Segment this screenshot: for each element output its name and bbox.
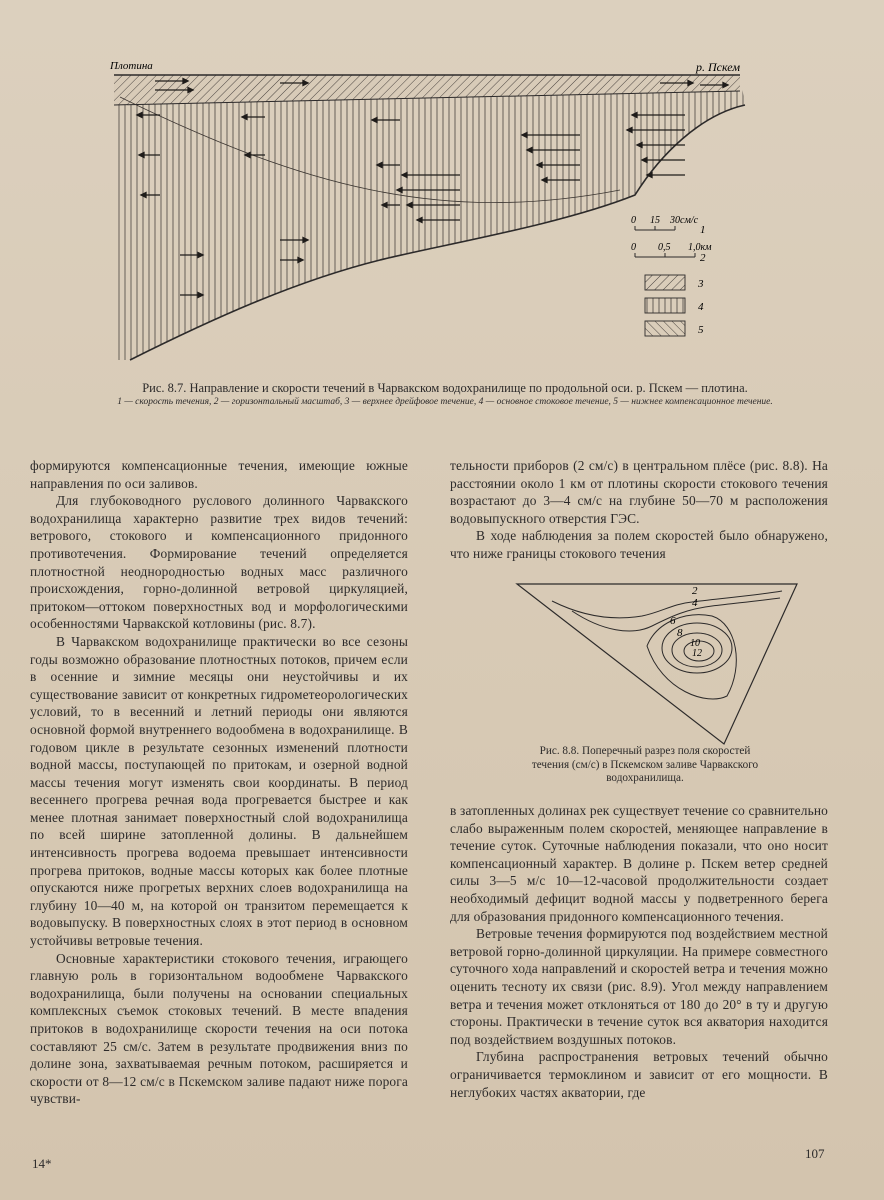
velocity-scale-tick-15: 15 — [650, 215, 660, 226]
right-paragraph-5: Глубина распространения ветровых течений обычно ограничивается термоклином и зависит от его мощности. В неглубоких частях акватории, где — [450, 1049, 828, 1100]
distance-scale-tick-05: 0,5 — [658, 242, 671, 253]
isoline-label-10: 10 — [690, 638, 700, 649]
distance-scale-tick-0: 0 — [631, 242, 636, 253]
distance-scale-tick-10: 1,0км — [688, 242, 712, 253]
right-paragraph-1: тельности приборов (2 см/с) в центральном плёсе (рис. 8.8). На расстоянии около 1 км от плотины скорости стокового течения возрастают до 3—4 см/с на глубине 50—70 м расположения водовыпускного отверстия ГЭС. — [450, 458, 828, 526]
velocity-scale-tick-30: 30см/с — [670, 215, 699, 226]
cross-section-outline — [517, 584, 797, 744]
velocity-scale-tick-0: 0 — [631, 215, 636, 226]
right-column-top — [450, 457, 828, 563]
isoline-label-4: 4 — [692, 597, 698, 609]
isoline-label-12: 12 — [692, 648, 702, 659]
velocity-scale-number: 1 — [700, 224, 706, 236]
right-paragraph-4: Ветровые течения формируются под воздействием местной ветровой горно-долинной циркуляции. На примере совместного суточного хода направлений и скоростей ветра и течения можно оценить тесноту их связи (рис. 8.9). Угол между направлением ветра и течения может отклоняться от 180 до 20° в ту и другую стороны. Практически в течение суток вся акватория находится под воздействием воздушных потоков. — [450, 926, 828, 1047]
distance-scale — [631, 242, 712, 264]
right-paragraph-2: В ходе наблюдения за полем скоростей было обнаружено, что ниже границы стокового течения — [450, 528, 828, 561]
left-paragraph-1: формируются компенсационные течения, имеющие южные направления по оси заливов. — [30, 458, 408, 491]
left-paragraph-4: Основные характеристики стокового течения, играющего главную роль в горизонтальном водообмене Чарвакского водохранилища, были получены на основании специальных комплексных съемок стоковых течений. В месте впадения притоков в водохранилище скорости течения на оси потока составляют 25 см/с. Затем в результате продвижения вниз по долине зона, захватываемая речным потоком, расширяется и скорости от 8—12 см/с в Пскемском заливе падают ниже порога чувстви- — [30, 950, 408, 1107]
figure-8-7-caption-title: Рис. 8.7. Направление и скорости течений в Чарвакском водохранилище по продольной оси. р. Пскем — плотина. — [142, 381, 748, 395]
signature-mark: 14* — [32, 1156, 52, 1171]
isoline-4 — [572, 598, 780, 631]
page-number: 107 — [805, 1146, 825, 1161]
legend-swatch-drift — [645, 275, 685, 290]
isoline-label-2: 2 — [692, 585, 698, 597]
figure-8-7-diagram — [100, 55, 800, 375]
figure-8-7-legend — [645, 275, 704, 336]
pskem-river-label: р. Пскем — [696, 60, 740, 74]
figure-8-7-caption-legend: 1 — скорость течения, 2 — горизонтальный масштаб, 3 — верхнее дрейфовое течение, 4 — основное стоковое течение, 5 — нижнее компенсационное течение. — [117, 397, 773, 407]
left-paragraph-2: Для глубоководного руслового долинного Чарвакского водохранилища характерно развитие трех видов течений: ветрового, стокового и компенсационного придонного противотечения. Формирование течений определяется плотностной неоднородностью водных масс различного происхождения, горно-долинной ветровой циркуляцией, притоком—оттоком поверхностных вод и морфологическими особенностями Чарвакской котловины (рис. 8.7). — [30, 493, 408, 632]
isoline-label-6: 6 — [670, 615, 676, 627]
velocity-scale — [631, 215, 706, 236]
legend-number-4: 4 — [698, 301, 704, 313]
legend-number-5: 5 — [698, 324, 704, 336]
isoline-label-8: 8 — [677, 627, 683, 639]
distance-scale-number: 2 — [700, 252, 706, 264]
right-paragraph-3: в затопленных долинах рек существует течение со сравнительно слабо выраженным полем скоростей, меняющее направление в течение суток. Суточные наблюдения показали, что оно носит компенсационный характер. В долине р. Пскем ветер средней силы 3—5 м/с 10—12-часовой продолжительности создает необходимый дефицит водной массы у подветренного берега для образования придонного компенсационного течения. — [450, 803, 828, 924]
legend-swatch-runoff — [645, 298, 685, 313]
legend-swatch-compensation — [645, 321, 685, 336]
figure-8-7-caption — [110, 380, 780, 408]
left-paragraph-3: В Чарвакском водохранилище практически во все сезоны годы возможно образование плотностных потоков, причем если в осенние и зимние месяцы они неустойчивы и их существование зависит от конкретных гидрометеорологических условий, то в весенний и летний периоды они являются основной формой внутреннего водообмена в водохранилище. В годовом цикле в результате сезонных изменений плотности водной массы, поступающей по притокам, и озерной водной массы течения могут изменять свои координаты. В период весеннего прогрева речная вода прогревается быстрее и как менее плотная занимает поверхностный слой водохранилища по всей ширине затопленной долины. В дальнейшем интенсивность прогрева водоема превышает интенсивности прогрева притоков, водные массы которых как более плотные опускаются ниже прогретых верхних слоев водохранилища на глубину 10—40 м, на которой он транзитом перемещается к водовыпуску. В поверхностных слоях в этот период в основном устойчивы ветровые течения. — [30, 633, 408, 949]
figure-8-8-caption: Рис. 8.8. Поперечный разрез поля скоростей течения (см/с) в Пскемском заливе Чарвакского водохранилища. — [531, 745, 759, 784]
figure-8-8-diagram — [512, 576, 802, 746]
left-column — [30, 457, 408, 1108]
legend-number-3: 3 — [698, 278, 704, 290]
isoline-2 — [552, 591, 782, 618]
dam-label: Плотина — [110, 60, 153, 72]
right-column-bottom — [450, 802, 828, 1101]
